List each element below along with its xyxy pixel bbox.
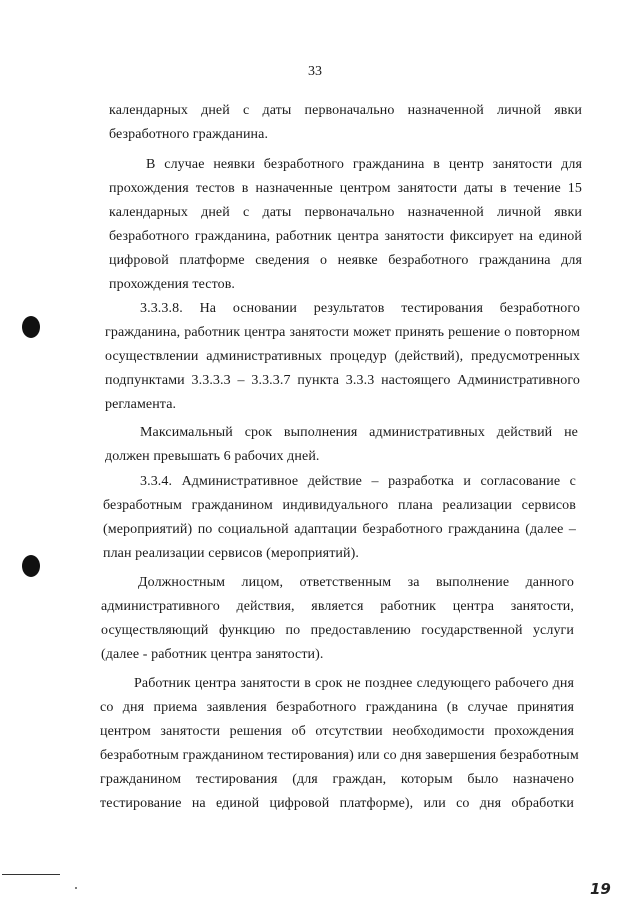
text-line: (мероприятий) по социальной адаптации безработного гражданина (далее – (103, 522, 576, 537)
text-line: со дня приема заявления безработного гражданина (в случае принятия (100, 700, 574, 715)
punch-hole-top (22, 316, 40, 338)
text-line: прохождения тестов в назначенные центром занятости даты в течение 15 (109, 181, 582, 196)
text-line: прохождения тестов. (109, 277, 236, 292)
text-line: цифровой платформе сведения о неявке безработного гражданина для (109, 253, 582, 268)
text-line: безработным гражданином индивидуального плана реализации сервисов (103, 498, 576, 513)
text-line: 3.3.4. Административное действие – разработка и согласование с (140, 474, 576, 489)
text-line: Работник центра занятости в срок не позднее следующего рабочего дня (134, 676, 574, 691)
page-number: 33 (308, 64, 322, 79)
text-line: осуществлении административных процедур (действий), предусмотренных (105, 349, 580, 364)
text-line: центром занятости решения об отсутствии необходимости прохождения (100, 724, 574, 739)
text-line: безработного гражданина, работник центра занятости фиксирует на единой (109, 229, 582, 244)
text-line: безработного гражданина. (109, 127, 269, 142)
text-line: календарных дней с даты первоначально назначенной личной явки (109, 103, 582, 118)
footer-rule (2, 874, 60, 875)
text-line: тестирование на единой цифровой платформе), или со дня обработки (100, 796, 574, 811)
text-line: должен превышать 6 рабочих дней. (105, 449, 320, 464)
text-line: В случае неявки безработного гражданина в центр занятости для (146, 157, 582, 172)
punch-hole-bottom (22, 555, 40, 577)
text-line: гражданина, работник центра занятости может принять решение о повторном (105, 325, 580, 340)
text-line: осуществляющий функцию по предоставлению государственной услуги (101, 623, 574, 638)
text-line: подпунктами 3.3.3.3 – 3.3.3.7 пункта 3.3.3 настоящего Административного (105, 373, 580, 388)
text-line: гражданином тестирования (для граждан, которым было назначено (100, 772, 574, 787)
scan-speck (75, 887, 77, 889)
text-line: безработным гражданином тестирования) или со дня завершения безработным (100, 748, 579, 763)
text-line: 3.3.3.8. На основании результатов тестирования безработного (140, 301, 580, 316)
text-line: административного действия, является работник центра занятости, (101, 599, 574, 614)
corner-handwritten-mark: 19 (590, 880, 611, 898)
text-line: (далее - работник центра занятости). (101, 647, 324, 662)
text-line: Должностным лицом, ответственным за выполнение данного (138, 575, 574, 590)
text-line: Максимальный срок выполнения административных действий не (140, 425, 578, 440)
text-line: план реализации сервисов (мероприятий). (103, 546, 359, 561)
text-line: календарных дней с даты первоначально назначенной личной явки (109, 205, 582, 220)
text-line: регламента. (105, 397, 177, 412)
